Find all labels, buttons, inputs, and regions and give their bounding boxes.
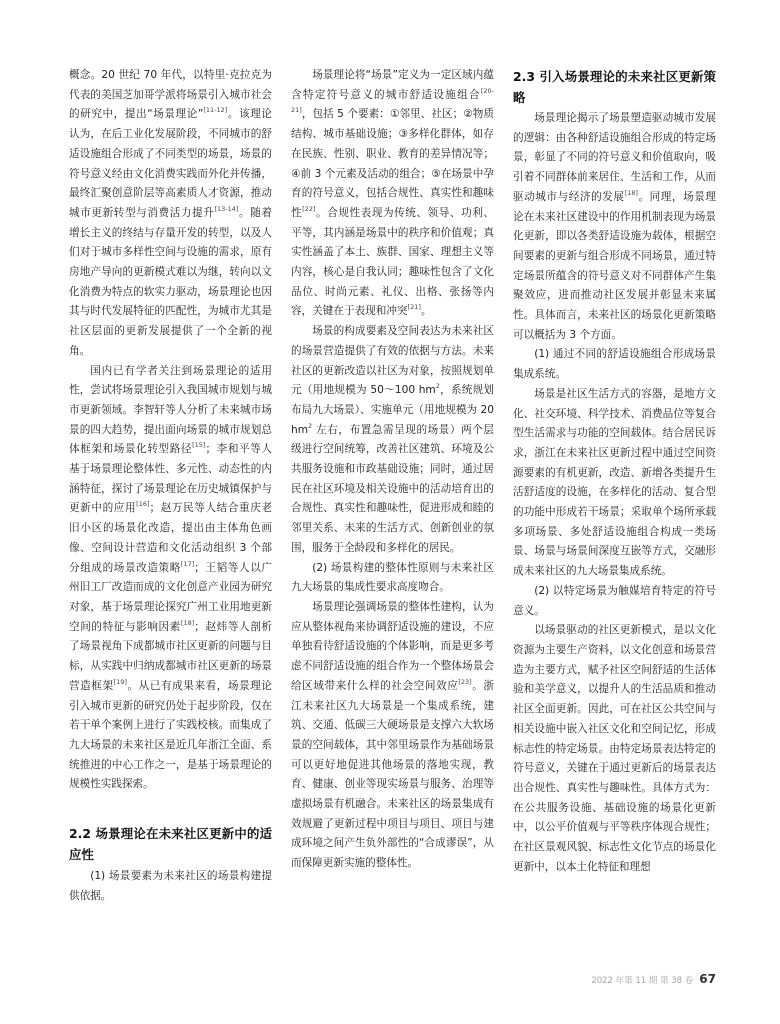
paragraph: (2) 以特定场景为触媒培育特定的符号意义。 [513,584,716,617]
text: 场景的构成要素及空间表达为未来社区的场景营造提供了有效的依据与方法。未来社区的更新改造以社区为对象，按照规划单元（用地规模为 50～100 hm [291,325,494,397]
paragraph [291,66,494,322]
paragraph: (1) 通过不同的舒适设施组合形成场景集成系统。 [513,348,716,381]
text: 场景理论揭示了场景塑造驱动城市发展的逻辑：由各种舒适设施组合形成的特定场景，彰显了不同的符号意义和价值取向，吸引着不同群体前来居住、生活和工作，从而驱动城市与经济的发展 [513,112,716,203]
page-number: 67 [699,972,716,986]
citation: [13-14] [214,204,239,213]
paragraph: (1) 场景要素为未来社区的场景构建提供依据。 [69,870,272,902]
superscript: 2 [435,382,440,391]
text: 国内已有学者关注到场景理论的适用性，尝试将场景理论引入我国城市规划与城市更新领域。李智轩等人分析了未来城市场景的四大趋势，提出面向场景的城市规划总体框架和场景化转型路径 [69,364,272,456]
citation: [16] [136,500,150,509]
citation: [22] [302,204,316,213]
citation: [17] [180,559,195,568]
citation: [15] [192,441,206,450]
paragraph: 以场景驱动的社区更新模式，是以文化资源为主要生产资料，以文化创意和场景营造为主要方式，赋予社区空间舒适的生活体验和美学意义，以提升人的生活品质和推动社区全面更新。因此，可在社区公共空间与相关设施中嵌入社区文化和空间记忆，形成标志性的特定场景。由特定场景表达特定的符号意义，关键在于通过更新后的场景表达出合规性、真实性与趣味性。具体方式为：在公共服务设施、基础设施的场景化更新中，以公平价值观与平等秩序体现合规性；在社区景观风貌、标志性文化节点的场景化更新中，以本土化特征和理想 [513,624,716,873]
text: ，包括 5 个要素：①邻里、社区；②物质结构、城市基础设施；③多样化群体，如存在民族、性别、职业、教育的差异情况等；④前 3 个元素及活动的组合；⑤在场景中孕育的符号意义，包括合规性、真实性和趣味性 [291,108,494,219]
citation: [20-21] [291,86,494,115]
paragraph: (2) 场景构建的整体性原则与未来社区九大场景的集成性要求高度吻合。 [291,561,494,594]
text: ；赵万民等人结合重庆老旧小区的场景化改造，提出由主体角色画像、空间设计营造和文化活动组织 3 个部分组成的场景改造策略 [69,502,273,574]
text: ；李和平等人基于场景理论整体性、多元性、动态性的内涵特征，探讨了场景理论在历史城镇保护与更新中的应用 [69,443,273,515]
superscript: 2 [308,421,313,430]
text: 场景理论将“场景”定义为一定区域内蕴含特定符号意义的城市舒适设施组合 [291,69,494,101]
issue-info: 2022 年第 11 期 第 38 卷 [591,976,694,986]
paragraph [69,362,272,795]
citation: [23] [458,677,472,686]
paragraph [291,322,494,558]
text: 。合规性表现为传统、领导、功利、平等，其内涵是场景中的秩序和价值观；真实性涵盖了本土、族群、国家、理想主义等内容，核心是自我认同；趣味性包含了文化品位、时尚元素、礼仪、出格、张扬等内容，关键在于表现和冲突 [291,206,494,318]
citation: [18] [180,618,195,627]
page-footer [591,972,716,986]
paragraph [513,109,716,345]
column-2 [291,66,494,874]
section-heading-2-2: 2.2 场景理论在未来社区更新中的适应性 [69,826,272,863]
section-heading-2-3: 2.3 引入场景理论的未来社区更新策略 [513,69,716,105]
text: ；王韬等人以广州旧工厂改造而成的文化创意产业园为研究对象，基于场景理论探究广州工业用地更新空间的特征与影响因素 [69,561,273,633]
paragraph: 场景是社区生活方式的容器，是地方文化、社交环境、科学技术、消费品位等复合型生活需求与功能的空间载体。结合居民诉求，浙江在未来社区更新过程中通过空间资源要素的有机更新，改造、新增各类提升生活舒适度的设施，在多样化的活动、复合型的功能中形成若干场景；采取单个场所承载多项场景、多处舒适设施组合构成一类场景、场景与场景间深度互嵌等方式，交融形成未来社区的九大场景集成系统。 [513,387,716,578]
paragraph [291,598,494,874]
column-1 [69,66,272,906]
text: 。同理，场景理论在未来社区建设中的作用机制表现为场景化更新，即以各类舒适设施为载体，根据空间要素的更新与组合形成不同场景，通过特定场景所蕴含的符号意义对不同群体产生集聚效应，进而推动社区发展并彰显未来属性。具体而言，未来社区的场景化更新策略可以概括为 3 个方面。 [513,190,716,341]
citation: [11-12] [203,106,228,115]
citation: [21] [407,303,421,312]
citation: [18] [624,188,638,197]
text: ，系统规划布局九大场景）、实施单元（用地规模为 20 hm [291,384,495,436]
text: 。浙江未来社区九大场景是一个集成系统，建筑、交通、低碳三大硬场景是支撑六大软场景的空间载体，其中邻里场景作为基础场景可以更好地促进其他场景的落地实现，教育、健康、创业等现实场景与服务、治理等虚拟场景有机融合。未来社区的场景集成有效规避了更新过程中项目与项目、项目与建成环境之间产生负外部性的“合成谬误”，从而保障更新实施的整体性。 [291,679,494,870]
text: 概念。20 世纪 70 年代，以特里·克拉克为代表的美国芝加哥学派将场景引入城市社会的研究中，提出“场景理论” [69,69,272,121]
text: 场景理论强调场景的整体性建构，认为应从整体视角来协调舒适设施的建设，不应单独看待舒适设施的个体影响，而是更多考虑不同舒适设施的组合作为一个整体场景会给区域带来什么样的社会空间效应 [291,600,494,692]
text: 左右，布置急需呈现的场景）两个层级进行空间统筹，改善社区建筑、环境及公共服务设施和市政基础设施；同时，通过居民在社区环境及相关设施中的活动培育出的合规性、真实性和趣味性，促进形成和睦的邻里关系、未来的生活方式、创新创业的氛围，服务于全龄段和多样化的居民。 [291,423,494,554]
paragraph [69,66,272,362]
text: 。该理论认为，在后工业化发展阶段，不同城市的舒适设施组合形成了不同类型的场景，场景的符号意义经由文化消费实践而外化并传播，最终汇聚创意阶层等高素质人才资源，推动城市更新转型与消费活力提升 [69,108,273,219]
text: 。 [420,305,432,318]
text: 。随着增长主义的终结与存量开发的转型，以及人们对于城市多样性空间与设施的需求，原有房地产导向的更新模式难以为继，转向以文化消费为特点的软实力驱动，场景理论也因其与时代发展特征的匹配性，为城市尤其是社区层面的更新发展提供了一个全新的视角。 [69,206,273,357]
citation: [19] [113,677,127,686]
text: 。从已有成果来看，场景理论引入城市更新的研究仍处于起步阶段，仅在若干单个案例上进行了实践校核。而集成了九大场景的未来社区是近几年浙江全面、系统推进的中心工作之一，是基于场景理论的规模性实践探索。 [69,679,272,791]
column-3 [513,66,716,877]
text: ；赵炜等人剖析了场景视角下成都城市社区更新的问题与目标，从实践中归纳成都城市社区更新的场景营造框架 [69,620,273,692]
